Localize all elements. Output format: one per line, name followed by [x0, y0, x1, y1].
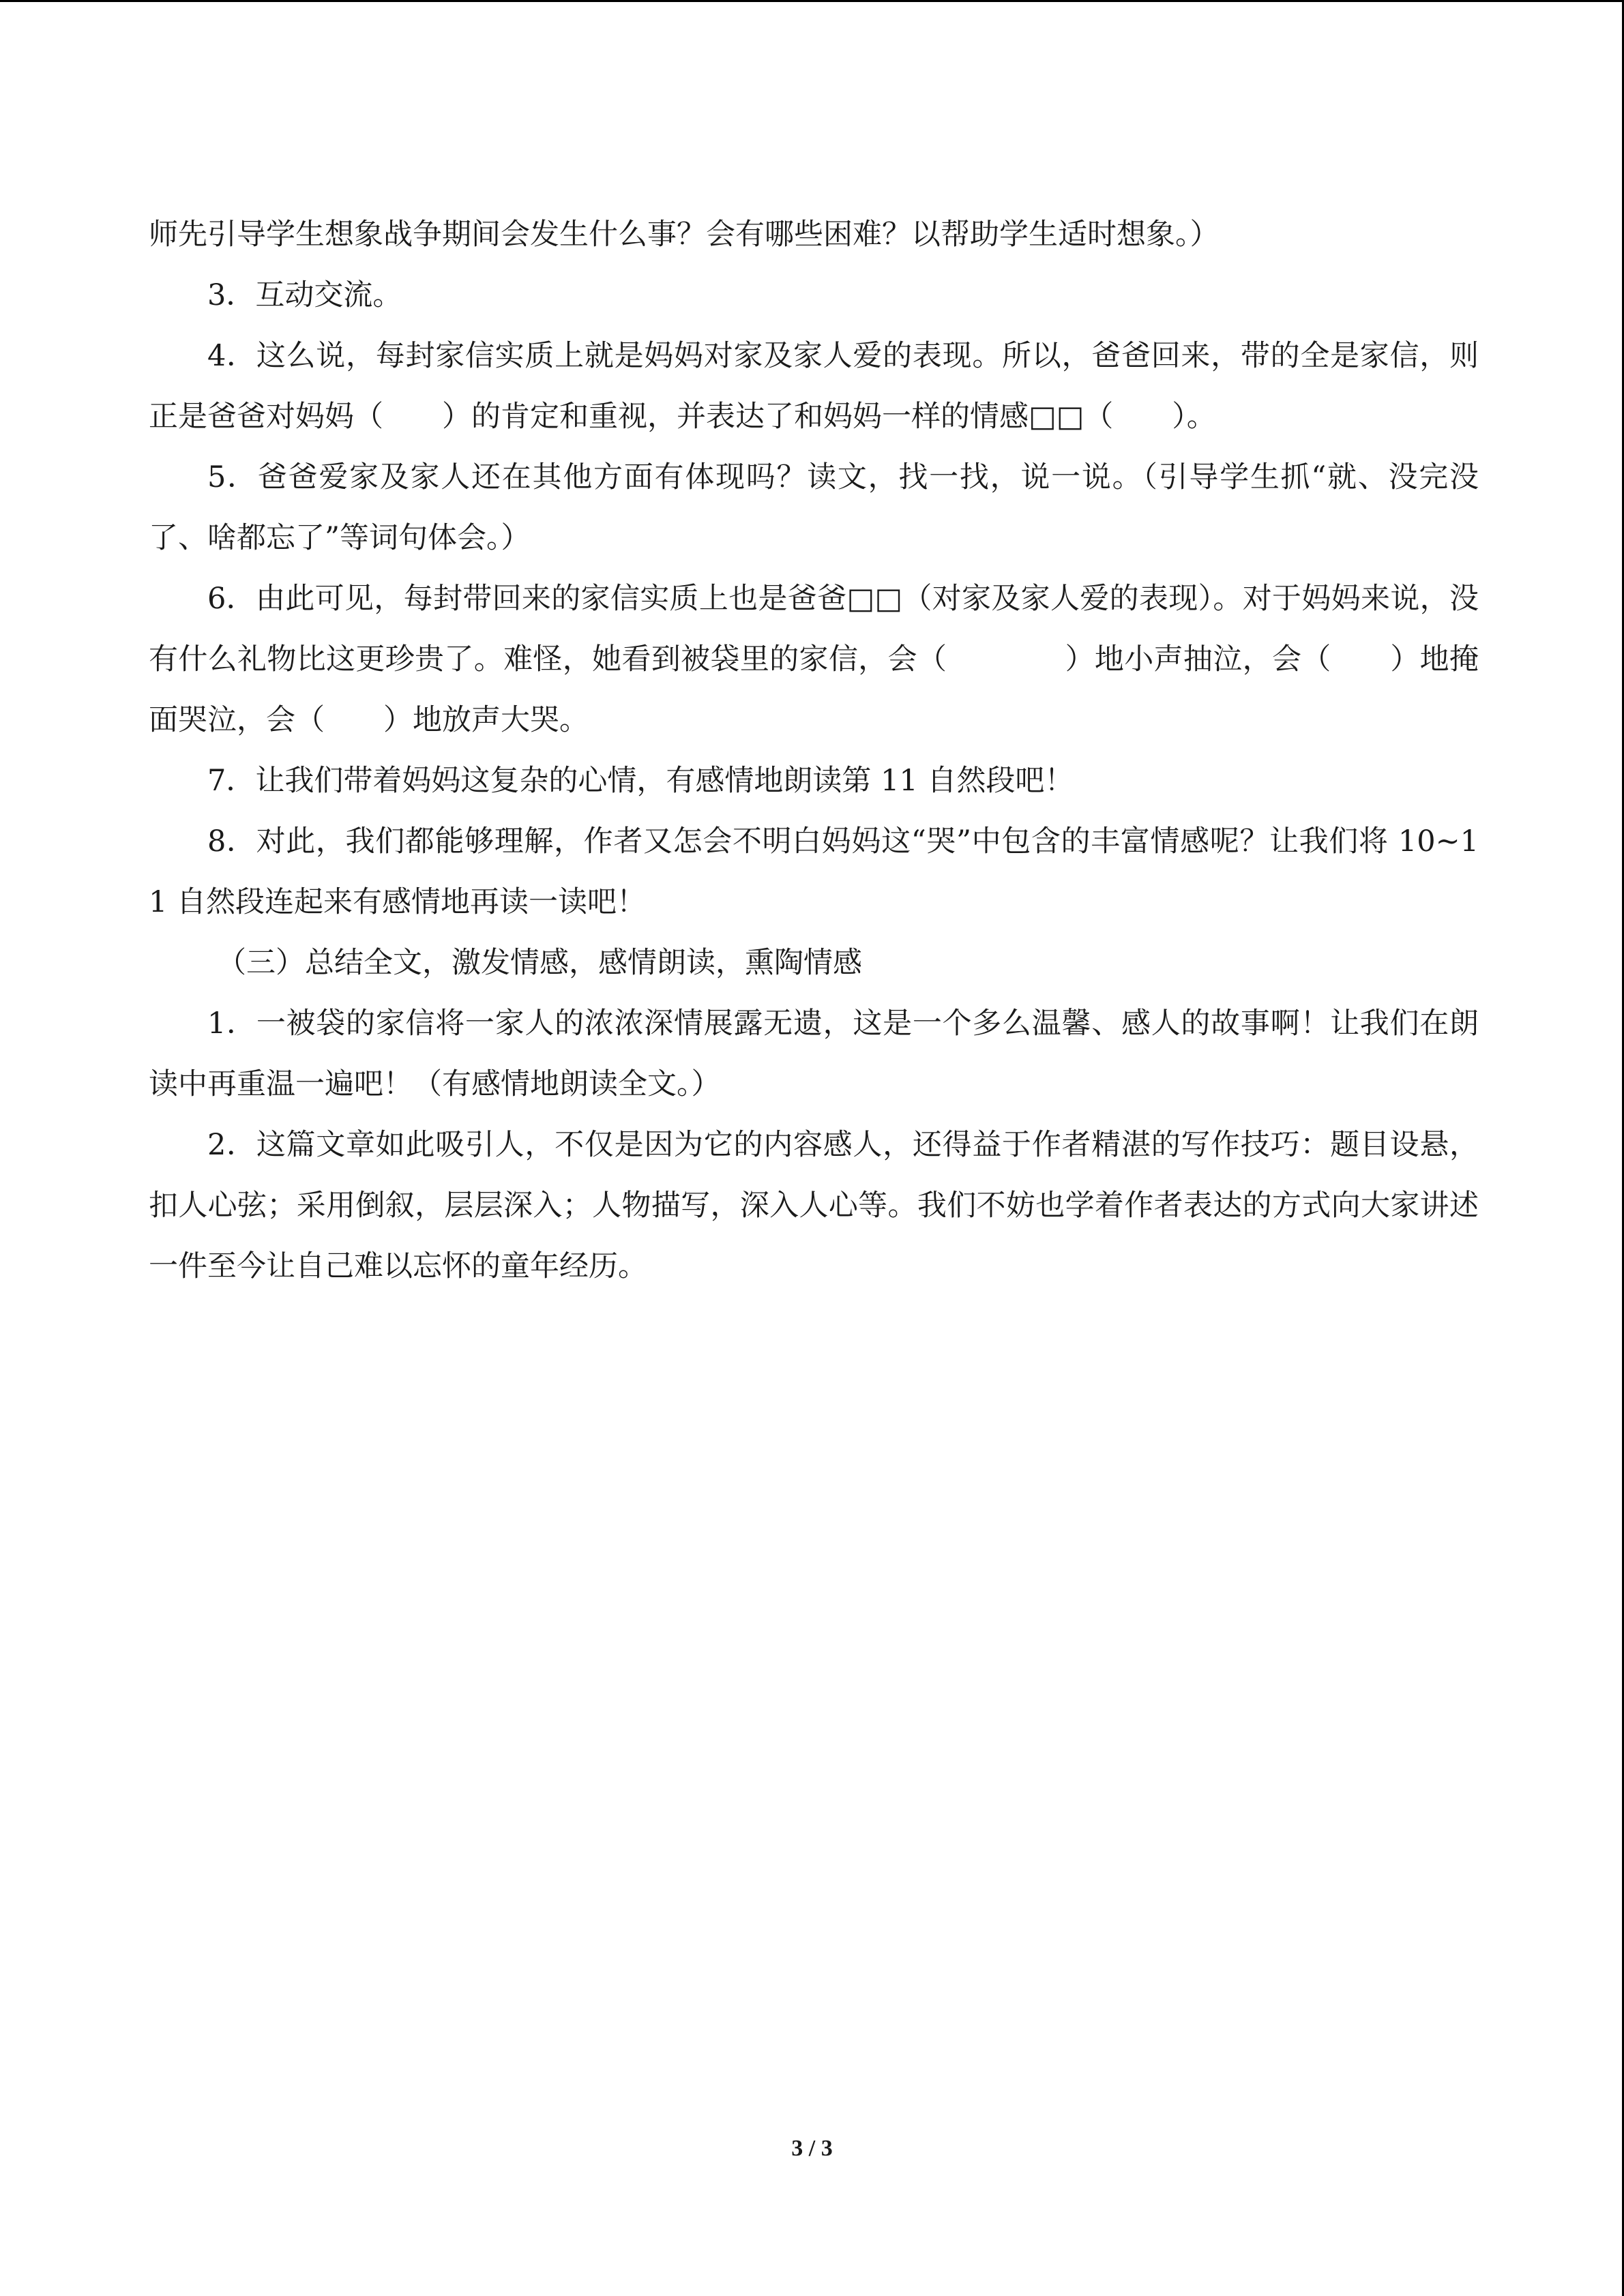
paragraph-item-6: 6．由此可见，每封带回来的家信实质上也是爸爸□□（对家及家人爱的表现）。对于妈妈来说，没有什么礼物比这更珍贵了。难怪，她看到被袋里的家信，会（ ）地小声抽泣，会（ ）地掩面哭泣，会（ ）地放声大哭。 — [149, 582, 1479, 737]
paragraph-item-3: 3．互动交流。 — [207, 278, 402, 312]
paragraph-item-7: 7．让我们带着妈妈这复杂的心情，有感情地朗读第 11 自然段吧！ — [207, 764, 1074, 798]
page-number: 3 / 3 — [791, 2136, 833, 2161]
paragraph-continuation: 师先引导学生想象战争期间会发生什么事？会有哪些困难？以帮助学生适时想象。） — [149, 218, 1220, 252]
paragraph-item-4: 4．这么说，每封家信实质上就是妈妈对家及家人爱的表现。所以，爸爸回来，带的全是家信，则正是爸爸对妈妈（ ）的肯定和重视，并表达了和妈妈一样的情感□□（ ）。 — [149, 339, 1479, 434]
paragraph-summary-1: 1．一被袋的家信将一家人的浓浓深情展露无遗，这是一个多么温馨、感人的故事啊！让我们在朗读中再重温一遍吧！（有感情地朗读全文。） — [149, 1007, 1479, 1101]
document-body — [149, 205, 1479, 1297]
paragraph-summary-2: 2．这篇文章如此吸引人，不仅是因为它的内容感人，还得益于作者精湛的写作技巧：题目设悬，扣人心弦；采用倒叙，层层深入；人物描写，深入人心等。我们不妨也学着作者表达的方式向大家讲述一件至今让自己难以忘怀的童年经历。 — [149, 1128, 1479, 1283]
paragraph-item-8: 8．对此，我们都能够理解，作者又怎会不明白妈妈这“哭”中包含的丰富情感呢？让我们将 10~11 自然段连起来有感情地再读一读吧！ — [149, 824, 1479, 919]
page-border-top — [0, 0, 1624, 2]
paragraph-item-5: 5．爸爸爱家及家人还在其他方面有体现吗？读文，找一找，说一说。（引导学生抓“就、没完没了、啥都忘了”等词句体会。） — [149, 460, 1479, 555]
section-heading-3: （三）总结全文，激发情感，感情朗读，熏陶情感 — [217, 946, 862, 980]
